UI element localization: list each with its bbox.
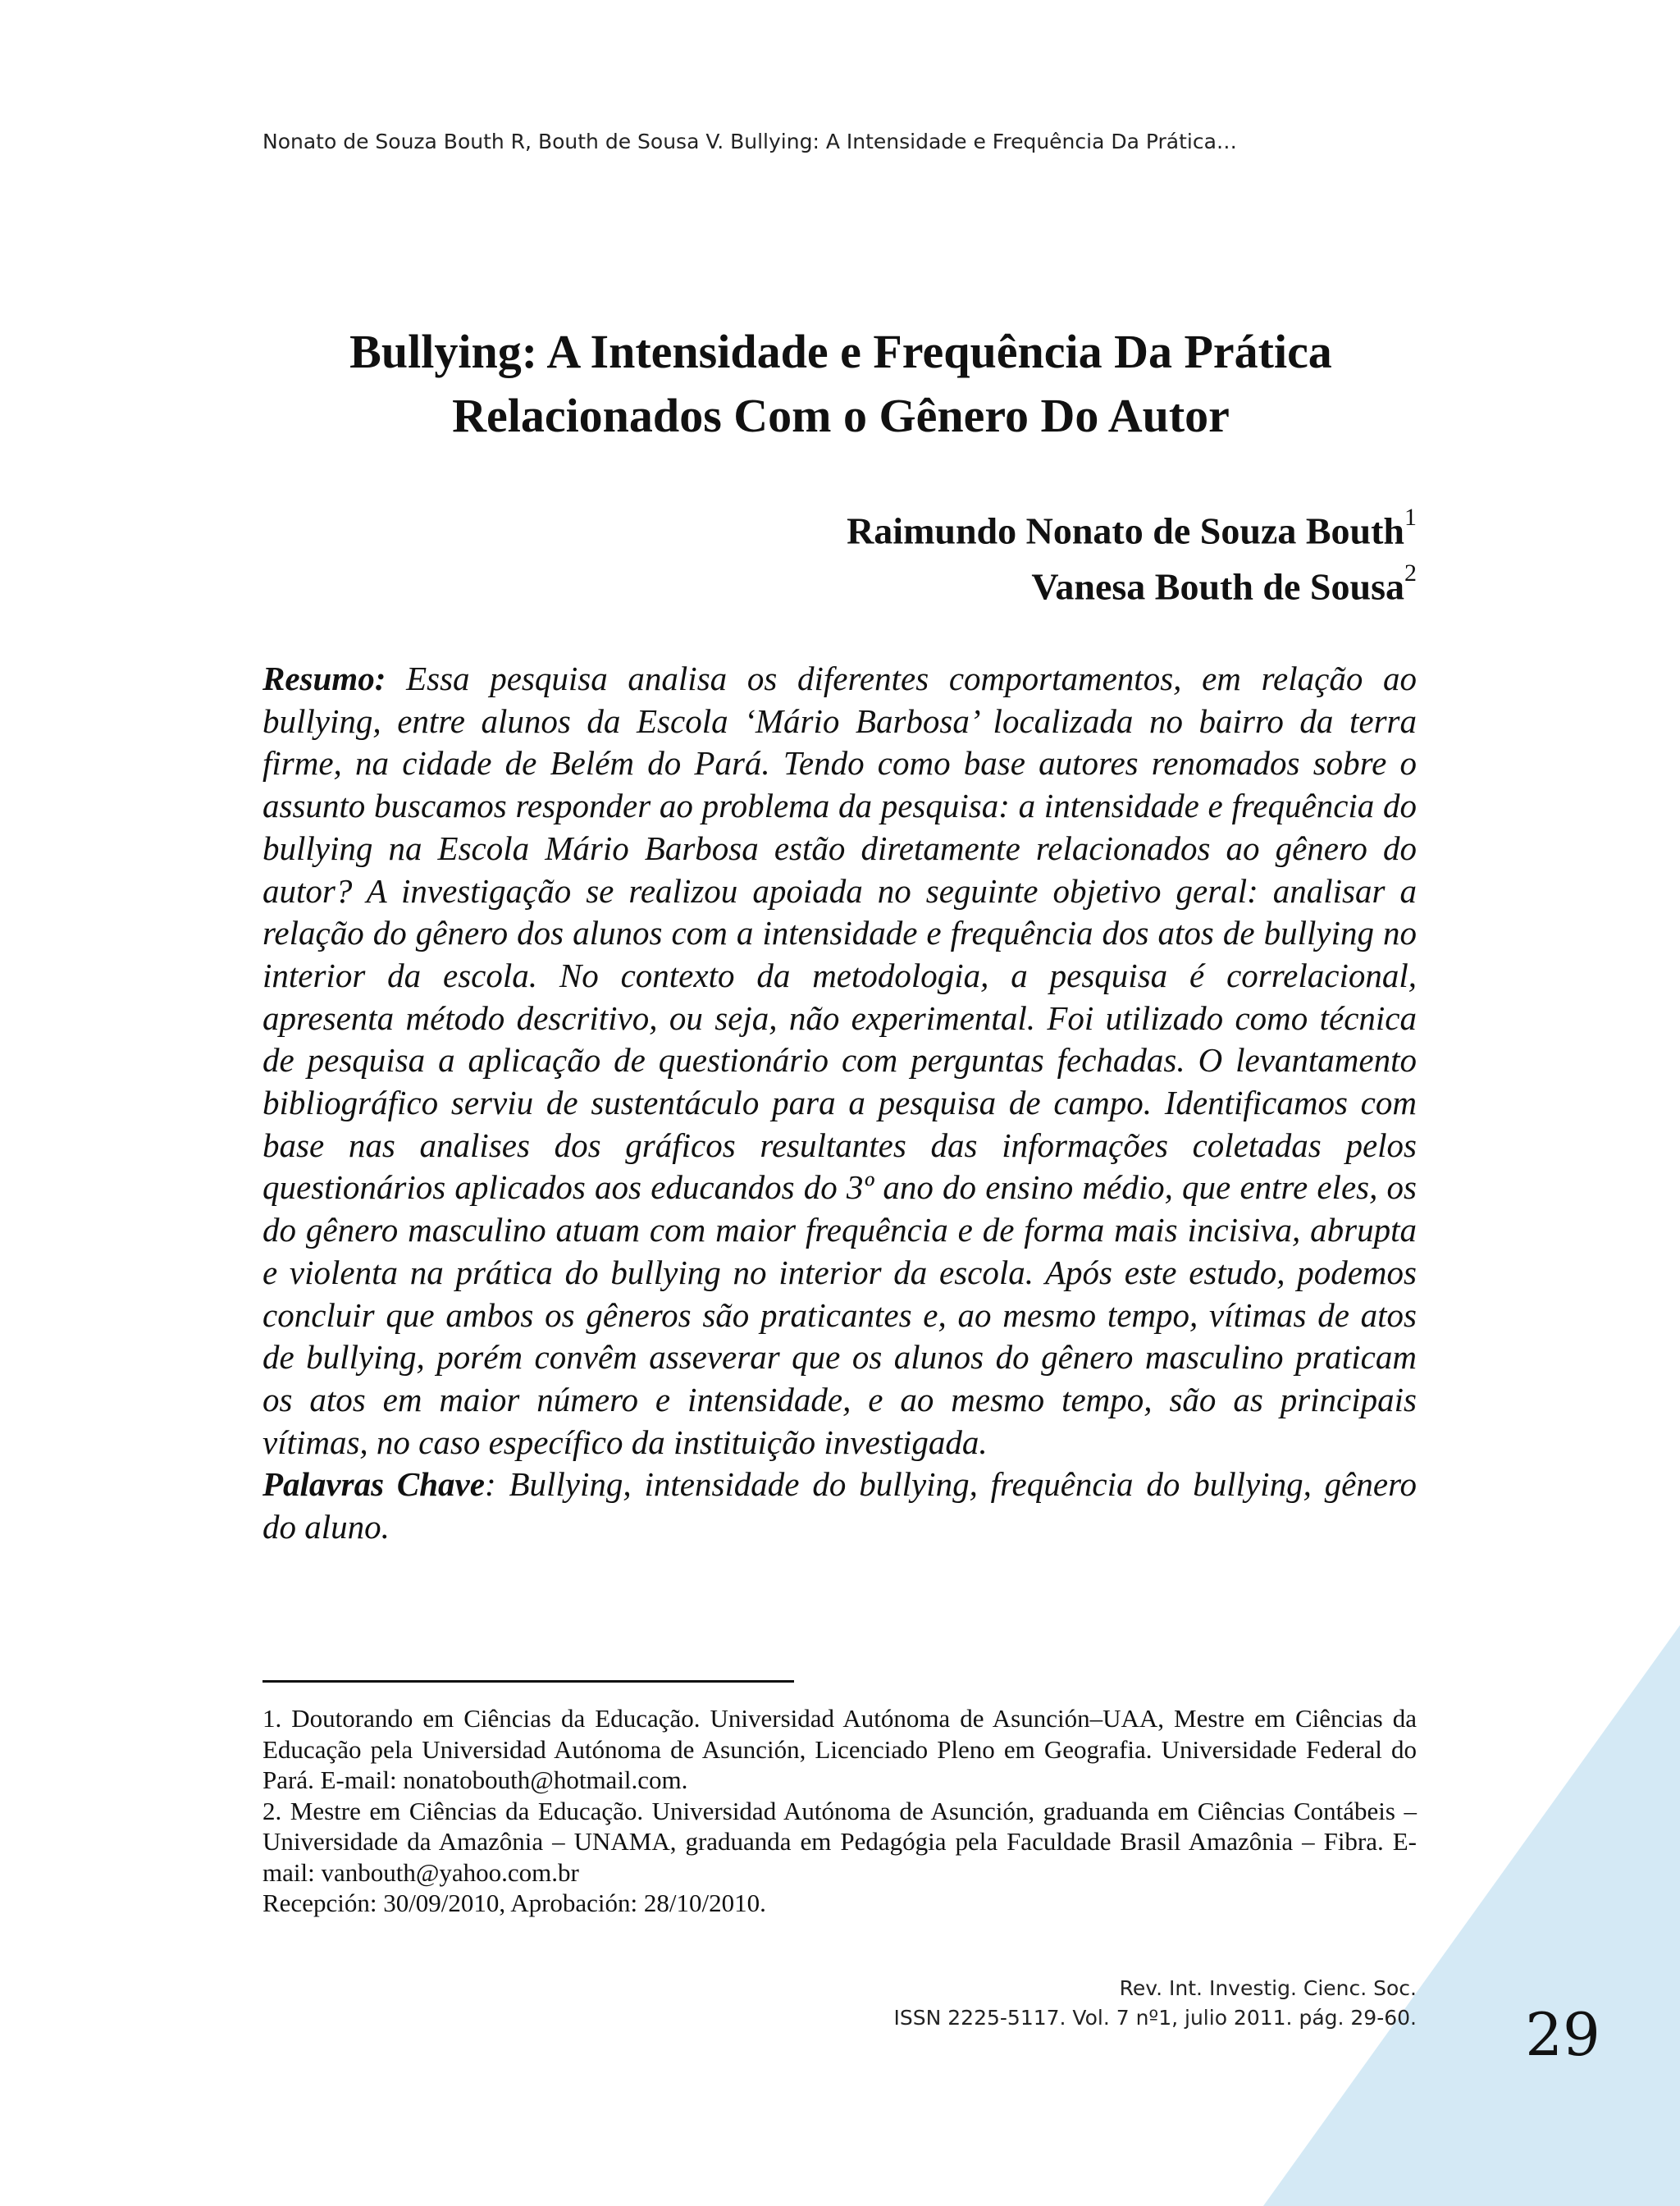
footnote-2: 2. Mestre em Ciências da Educação. Universidad Autónoma de Asunción, graduanda em Ciências Contábeis – Universidade da Amazônia – UNAMA, graduanda em Pedagógia pela Faculdade Brasil Amazônia – Fibra. E-mail: vanbouth@yahoo.com.br <box>262 1796 1417 1887</box>
keywords-label: Palavras Chave <box>262 1465 485 1504</box>
author-1 <box>574 499 1417 555</box>
author-name: Vanesa Bouth de Sousa <box>1031 565 1404 608</box>
article-title <box>213 320 1468 448</box>
abstract-paragraph <box>262 658 1417 1464</box>
author-2 <box>574 555 1417 610</box>
title-line-1: Bullying: A Intensidade e Frequência Da Prática <box>349 325 1332 378</box>
footnotes <box>262 1703 1417 1919</box>
author-list <box>574 499 1417 611</box>
author-footnote-marker: 1 <box>1404 504 1417 531</box>
author-name: Raimundo Nonato de Souza Bouth <box>847 509 1404 552</box>
journal-issn: ISSN 2225-5117. Vol. 7 nº1, julio 2011. pág. 29-60. <box>893 2006 1417 2030</box>
title-line-2: Relacionados Com o Gênero Do Autor <box>452 389 1230 442</box>
footnote-1: 1. Doutorando em Ciências da Educação. Universidad Autónoma de Asunción–UAA, Mestre em Ciências da Educação pela Universidad Autónoma de Asunción, Licenciado Pleno em Geografia. Universidade Federal do Pará. E-mail: nonatobouth@hotmail.com. <box>262 1704 1417 1794</box>
abstract <box>262 658 1417 1549</box>
footnote-separator <box>262 1680 794 1683</box>
abstract-text: Essa pesquisa analisa os diferentes comportamentos, em relação ao bullying, entre alunos da Escola ‘Mário Barbosa’ localizada no bairro da terra firme, na cidade de Belém do Pará. Tendo como base autores renomados sobre o assunto buscamos responder ao problema da pesquisa: a intensidade e frequência do bullying na Escola Mário Barbosa estão diretamente relacionados ao gênero do autor? A investigação se realizou apoiada no seguinte objetivo geral: analisar a relação do gênero dos alunos com a intensidade e frequência dos atos de bullying no interior da escola. No contexto da metodologia, a pesquisa é correlacional, apresenta método descritivo, ou seja, não experimental. Foi utilizado como técnica de pesquisa a aplicação de questionário com perguntas fechadas. O levantamento bibliográfico serviu de sustentáculo para a pesquisa de campo. Identificamos com base nas analises dos gráficos resultantes das informações coletadas pelos questionários aplicados aos educandos do 3º ano do ensino médio, que entre eles, os do gênero masculino atuam com maior frequência e de forma mais incisiva, abrupta e violenta na prática do bullying no interior da escola. Após este estudo, podemos concluir que ambos os gêneros são praticantes e, ao mesmo tempo, vítimas de atos de bullying, porém convêm asseverar que os alunos do gênero masculino praticam os atos em maior número e intensidade, e ao mesmo tempo, são as principais vítimas, no caso específico da instituição investigada. <box>262 660 1418 1461</box>
page-number: 29 <box>1525 2000 1600 2069</box>
journal-name: Rev. Int. Investig. Cienc. Soc. <box>1119 1976 1417 2000</box>
keywords-paragraph <box>262 1464 1417 1548</box>
journal-info <box>738 1974 1417 2033</box>
running-head: Nonato de Souza Bouth R, Bouth de Sousa V. Bullying: A Intensidade e Frequência Da Prática… <box>262 130 1237 153</box>
reception-dates: Recepción: 30/09/2010, Aprobación: 28/10/2010. <box>262 1889 766 1917</box>
abstract-label: Resumo: <box>262 660 386 697</box>
author-footnote-marker: 2 <box>1404 559 1417 587</box>
keywords-text: : Bullying, intensidade do bullying, frequência do bullying, gênero do aluno. <box>262 1465 1417 1546</box>
